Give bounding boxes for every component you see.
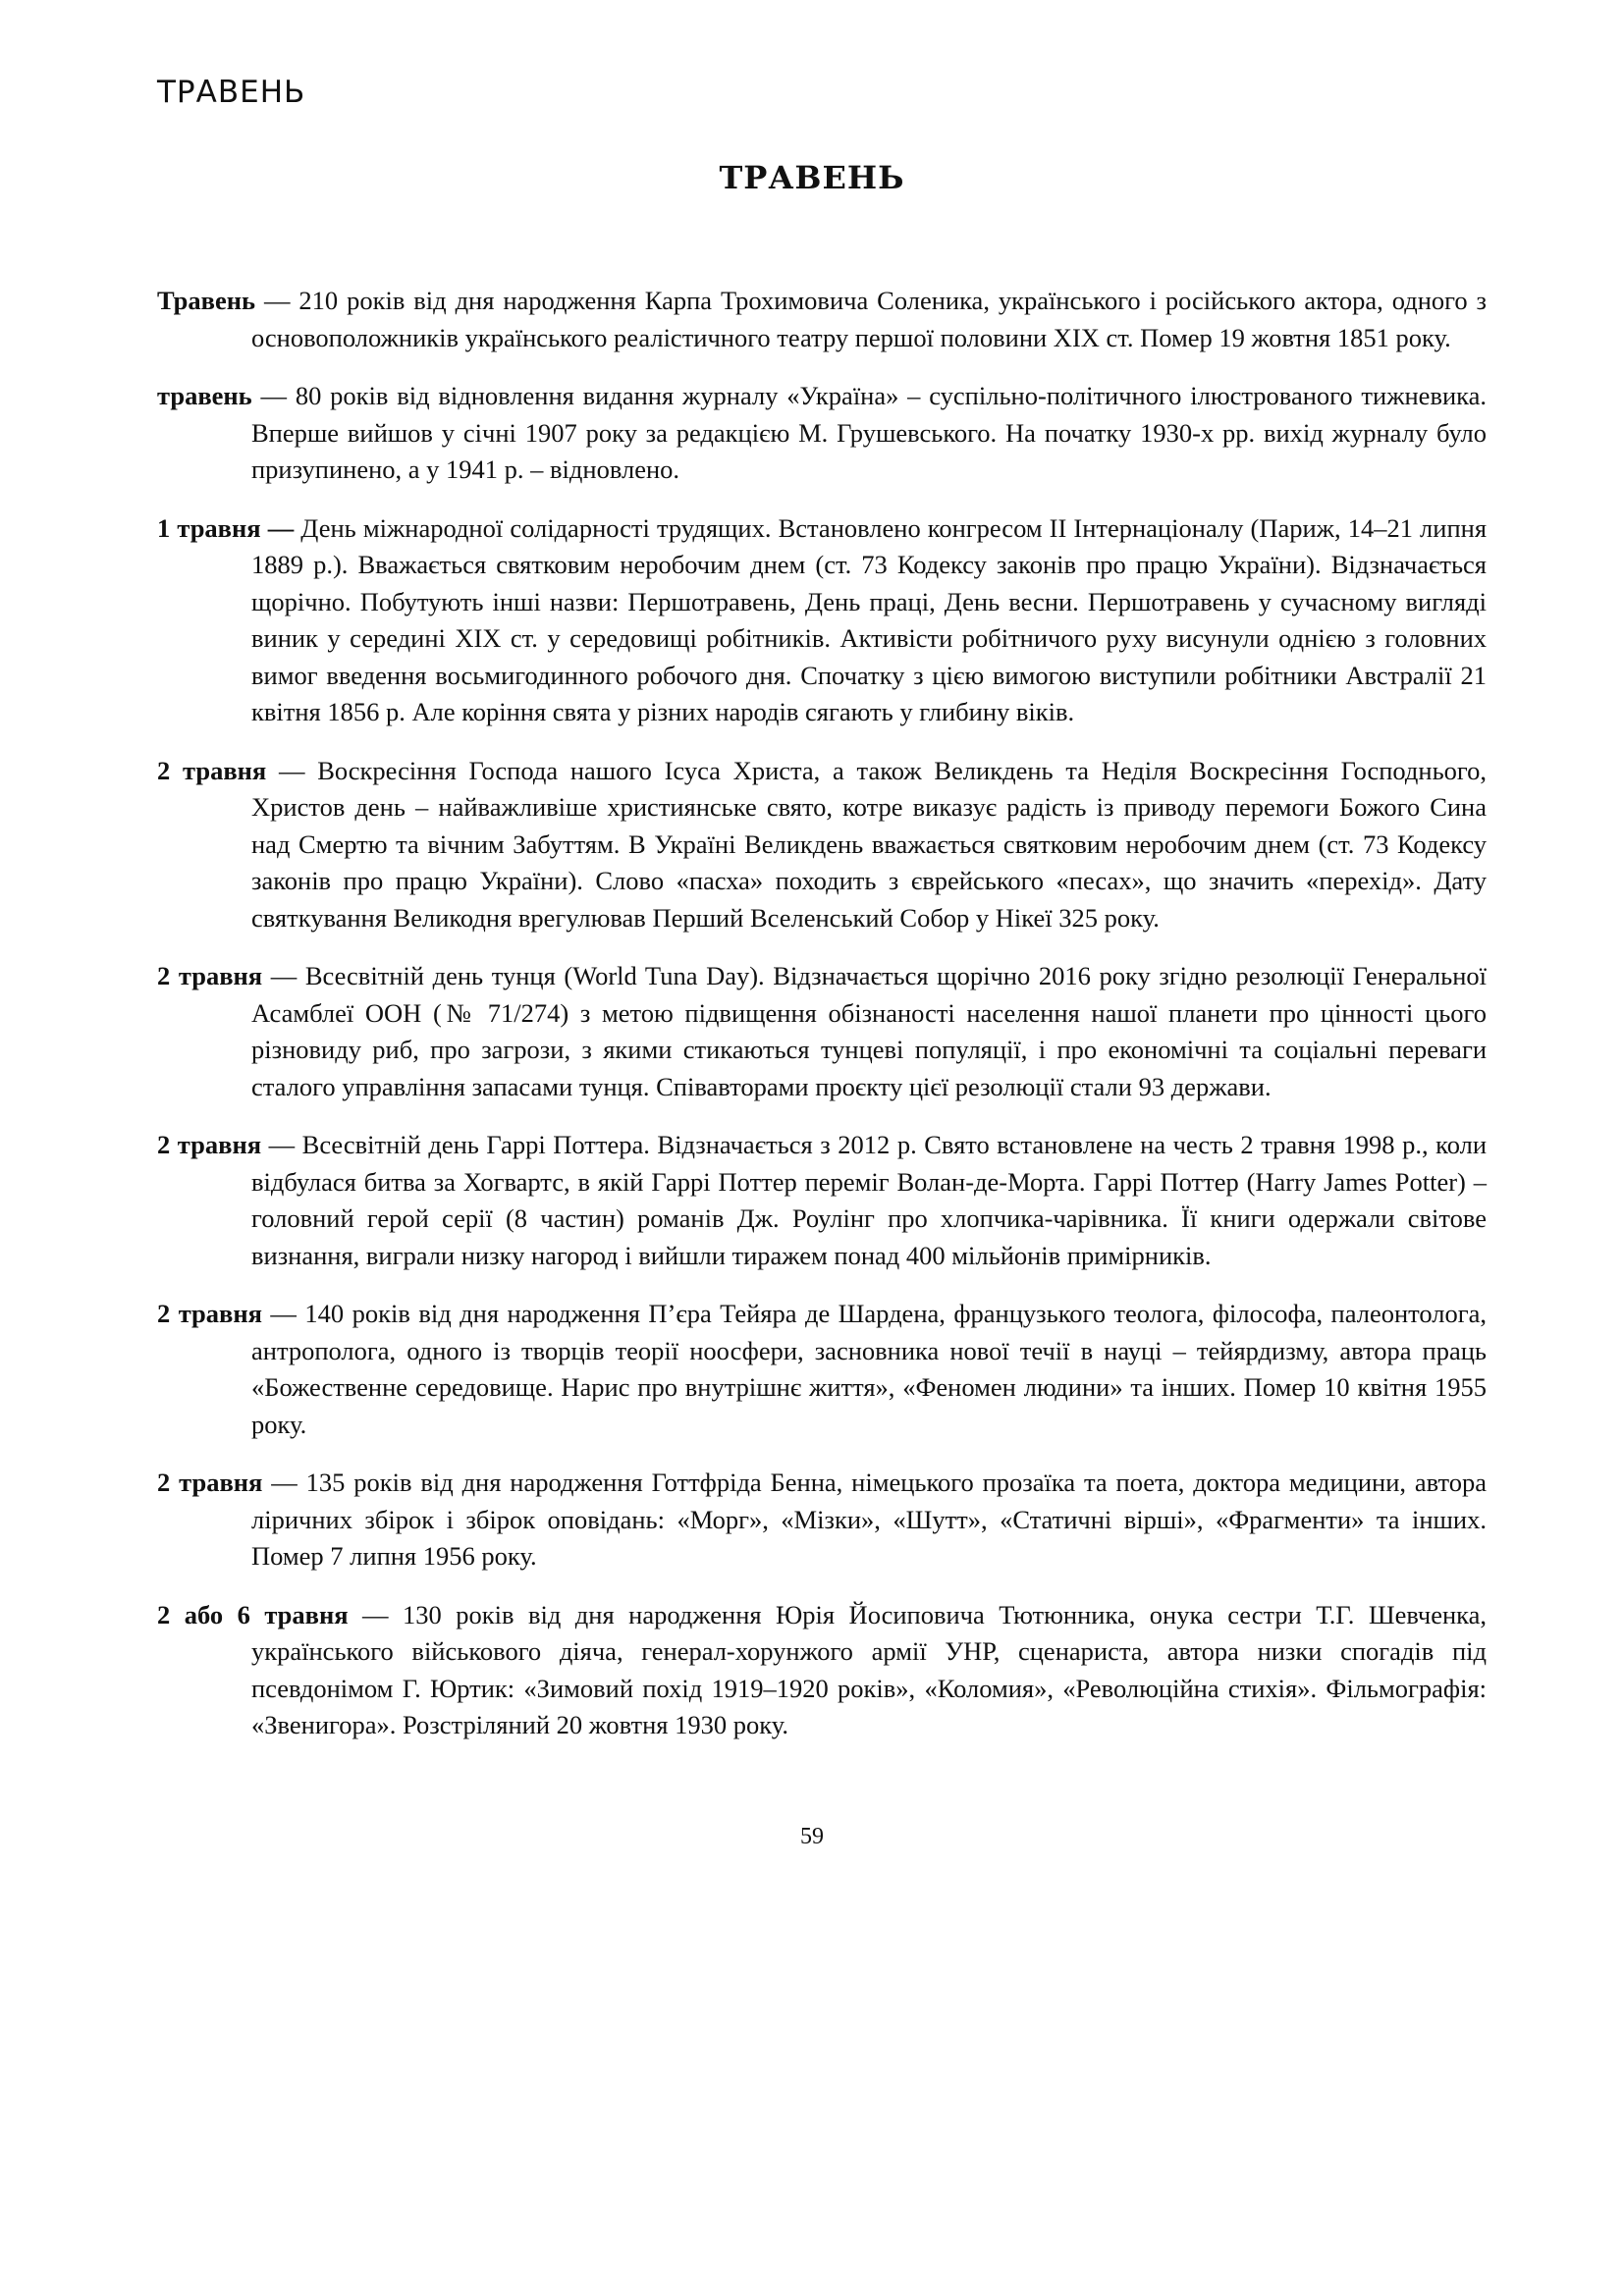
entry-labour-day [157, 510, 1487, 731]
entry-solenyk [157, 283, 1487, 356]
entry-tiutiunnyk [157, 1597, 1487, 1744]
entry-harry-potter-day [157, 1127, 1487, 1274]
entry-benn [157, 1465, 1487, 1575]
entry-date: 2 травня [157, 1299, 262, 1328]
running-head: ТРАВЕНЬ [157, 75, 306, 110]
page-title: ТРАВЕНЬ [719, 159, 905, 196]
entries-list [157, 283, 1487, 1766]
entry-date: травень [157, 381, 252, 410]
entry-date: 2 травня [157, 1130, 262, 1159]
entry-date: 2 травня [157, 961, 263, 990]
entry-text: День міжнародної солідарності трудящих. Встановлено конгресом II Інтернаціоналу (Париж, 14–21 липня 1889 р.). Вважається святковим неробочим днем (ст. 73 Кодексу законів про працю України). Відзначається щорічно. Побутують інші назви: Першотравень, День праці, День весни. Першотравень у сучасному вигляді виник у середині XIX ст. у середовищі робітників. Активісти робітничого руху висунули однією з головних вимог введення восьмигодинного робочого дня. Спочатку з цією вимогою виступили робітники Австралії 21 квітня 1856 р. Але коріння свята у різних народів сягають у глибину віків. [251, 512, 1488, 726]
entry-date: 2 травня [157, 755, 267, 785]
entry-tuna-day [157, 958, 1487, 1105]
entry-date: 2 травня [157, 1468, 263, 1497]
entry-easter [157, 753, 1487, 937]
entry-text: — 80 років від відновлення видання журналу «Україна» – суспільно-політичного ілюстрованого тижневика. Вперше вийшов у січні 1907 року за редакцією М. Грушевського. На початку 1930-х рр. вихід журналу було призупинено, а у 1941 р. – відновлено. [251, 381, 1487, 484]
entry-text: — 210 років від дня народження Карпа Трохимовича Соленика, українського і російського актора, одного з основоположників українського реалістичного театру першої половини XIX ст. Помер 19 жовтня 1851 року. [251, 286, 1487, 352]
entry-teilhard [157, 1296, 1487, 1443]
entry-text: — Всесвітній день тунця (World Tuna Day). Відзначається щорічно 2016 року згідно резолюції Генеральної Асамблеї ООН (№ 71/274) з метою підвищення обізнаності населення нашої планети про цінності цього різновиду риб, про загрози, з якими стикаються тунцеві популяції, і про економічні та соціальні переваги сталого управління запасами тунця. Співавторами проєкту цієї резолюції стали 93 держави. [251, 961, 1487, 1101]
page-number: 59 [800, 1824, 824, 1849]
entry-text: — 140 років від дня народження П’єра Тейяра де Шардена, французького теолога, філософа, палеонтолога, антрополога, одного із творців теорії ноосфери, засновника нової течії в науці – тейярдизму, автора праць «Божественне середовище. Нарис про внутрішнє життя», «Феномен людини» та інших. Помер 10 квітня 1955 року. [251, 1299, 1488, 1439]
entry-text: — 130 років від дня народження Юрія Йосиповича Тютюнника, онука сестри Т.Г. Шевченка, українського військового діяча, генерал-хорунжого армії УНР, сценариста, автора низки спогадів під псевдонімом Г. Юртик: «Зимовий похід 1919–1920 років», «Коломия», «Революційна стихія». Фільмографія: «Звенигора». Розстріляний 20 жовтня 1930 року. [251, 1599, 1487, 1739]
entry-text: — Всесвітній день Гаррі Поттера. Відзначається з 2012 р. Свято встановлене на честь 2 травня 1998 р., коли відбулася битва за Хогвартс, в якій Гаррі Поттер переміг Волан-де-Морта. Гаррі Поттер (Harry James Potter) – головний герой серії (8 частин) романів Дж. Роулінг про хлопчика-чарівника. Її книги одержали світове визнання, виграли низку нагород і вийшли тиражем понад 400 мільйонів примірників. [251, 1130, 1488, 1270]
entry-date: Травень [157, 286, 256, 315]
entry-ukraina-journal [157, 378, 1487, 489]
entry-text: — Воскресіння Господа нашого Ісуса Христа, а також Великдень та Неділя Воскресіння Господнього, Христов день – найважливіше християнське свято, котре виказує радість із приводу перемоги Божого Сина над Смертю та вічним Забуттям. В Україні Великдень вважається святковим неробочим днем (ст. 73 Кодексу законів про працю України). Слово «пасха» походить з єврейського «песах», що значить «перехід». Дату святкування Великодня врегулював Перший Вселенський Собор у Нікеї 325 року. [251, 755, 1487, 933]
entry-date: 1 травня — [157, 512, 295, 543]
entry-date: 2 або 6 травня [157, 1599, 349, 1629]
entry-text: — 135 років від дня народження Готтфріда Бенна, німецького прозаїка та поета, доктора медицини, автора ліричних збірок і збірок оповідань: «Морг», «Мізки», «Шутт», «Статичні вірші», «Фрагменти» та інших. Помер 7 липня 1956 року. [251, 1468, 1487, 1571]
